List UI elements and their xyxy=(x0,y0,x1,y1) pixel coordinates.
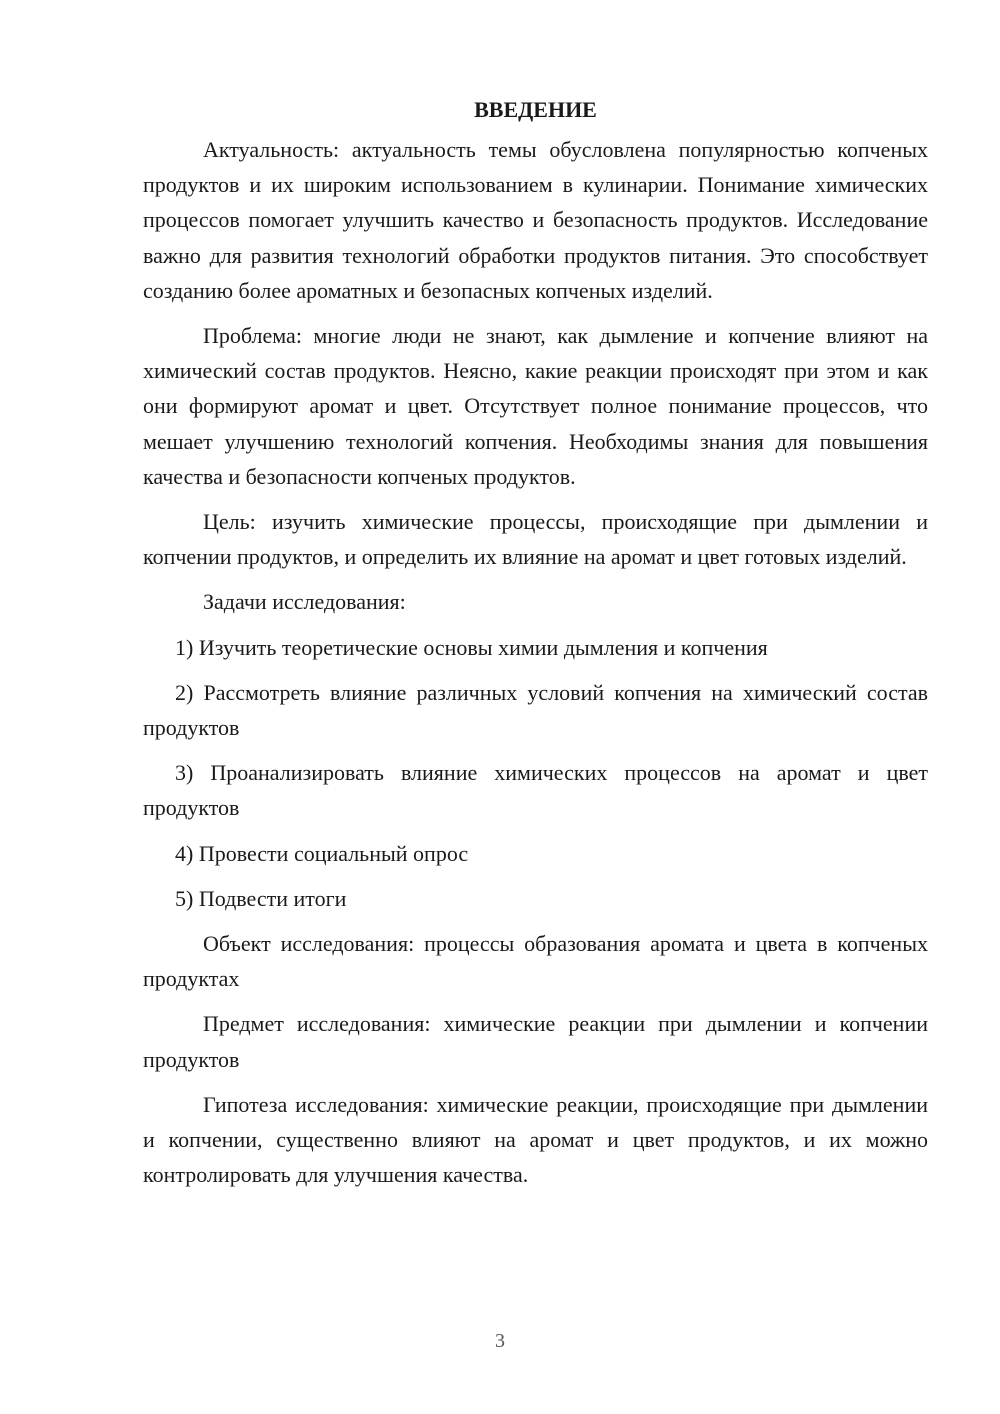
relevance-paragraph: Актуальность: актуальность темы обусловлена популярностью копченых продуктов и их широким использованием в кулинарии. Понимание химических процессов помогает улучшить качество и безопасность продуктов. Исследование важно для развития технологий обработки продуктов питания. Это способствует созданию более ароматных и безопасных копченых изделий. xyxy=(143,137,928,303)
page-number: 3 xyxy=(495,1330,505,1352)
task-item-2: 2) Рассмотреть влияние различных условий копчения на химический состав продуктов xyxy=(143,679,928,741)
task-item-4: 4) Провести социальный опрос xyxy=(175,840,469,866)
hypothesis-paragraph: Гипотеза исследования: химические реакции, происходящие при дымлении и копчении, существенно влияют на аромат и цвет продуктов, и их можно контролировать для улучшения качества. xyxy=(143,1091,928,1188)
subject-paragraph: Предмет исследования: химические реакции при дымлении и копчении продуктов xyxy=(143,1011,928,1072)
tasks-heading: Задачи исследования: xyxy=(203,589,406,615)
task-item-5: 5) Подвести итоги xyxy=(175,885,347,911)
section-title: ВВЕДЕНИЕ xyxy=(474,97,597,122)
object-paragraph: Объект исследования: процессы образования аромата и цвета в копченых продуктах xyxy=(143,931,928,992)
document-page xyxy=(143,92,928,1202)
problem-paragraph: Проблема: многие люди не знают, как дымление и копчение влияют на химический состав продуктов. Неясно, какие реакции происходят при этом и как они формируют аромат и цвет. Отсутствует полное понимание процессов, что мешает улучшению технологий копчения. Необходимы знания для повышения качества и безопасности копченых продуктов. xyxy=(143,323,928,489)
task-item-1: 1) Изучить теоретические основы химии дымления и копчения xyxy=(175,634,768,660)
goal-paragraph: Цель: изучить химические процессы, происходящие при дымлении и копчении продуктов, и определить их влияние на аромат и цвет готовых изделий. xyxy=(143,509,928,570)
task-item-3: 3) Проанализировать влияние химических процессов на аромат и цвет продуктов xyxy=(143,760,928,821)
